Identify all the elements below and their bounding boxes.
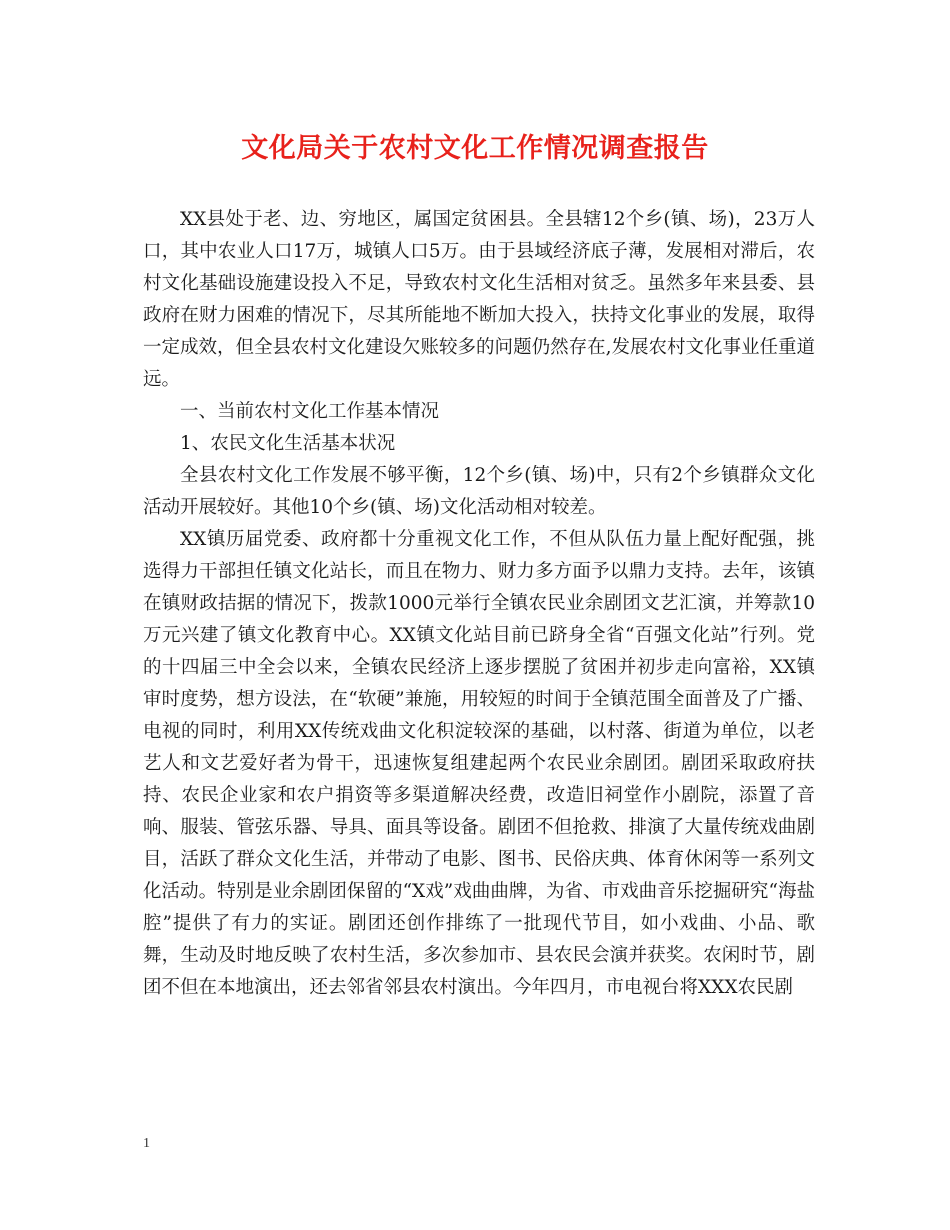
body-paragraph: 全县农村文化工作发展不够平衡，12个乡(镇、场)中，只有2个乡镇群众文化活动开展较好。其他10个乡(镇、场)文化活动相对较差。	[143, 465, 815, 518]
subsection-heading: 1、农民文化生活基本状况	[180, 433, 396, 454]
section-heading: 一、当前农村文化工作基本情况	[180, 401, 440, 422]
page-number: 1	[143, 1136, 150, 1151]
document-body	[143, 204, 815, 1004]
document-title: 文化局关于农村文化工作情况调查报告	[241, 133, 709, 164]
intro-paragraph: XX县处于老、边、穷地区，属国定贫困县。全县辖12个乡(镇、场)，23万人口，其中农业人口17万，城镇人口5万。由于县域经济底子薄，发展相对滞后，农村文化基础设施建设投入不足，导致农村文化生活相对贫乏。虽然多年来县委、县政府在财力困难的情况下，尽其所能地不断加大投入，扶持文化事业的发展，取得一定成效，但全县农村文化建设欠账较多的问题仍然存在,发展农村文化事业任重道远。	[143, 209, 815, 390]
body-paragraph: XX镇历届党委、政府都十分重视文化工作，不但从队伍力量上配好配强，挑选得力干部担任镇文化站长，而且在物力、财力多方面予以鼎力支持。去年，该镇在镇财政拮据的情况下，拨款1000元举行全镇农民业余剧团文艺汇演，并筹款10万元兴建了镇文化教育中心。XX镇文化站目前已跻身全省“百强文化站”行列。党的十四届三中全会以来，全镇农民经济上逐步摆脱了贫困并初步走向富裕，XX镇审时度势，想方设法，在“软硬”兼施，用较短的时间于全镇范围全面普及了广播、电视的同时，利用XX传统戏曲文化积淀较深的基础，以村落、街道为单位，以老艺人和文艺爱好者为骨干，迅速恢复组建起两个农民业余剧团。剧团采取政府扶持、农民企业家和农户捐资等多渠道解决经费，改造旧祠堂作小剧院，添置了音响、服装、管弦乐器、导具、面具等设备。剧团不但抢救、排演了大量传统戏曲剧目，活跃了群众文化生活，并带动了电影、图书、民俗庆典、体育休闲等一系列文化活动。特别是业余剧团保留的“X戏”戏曲曲牌，为省、市戏曲音乐挖掘研究“海盐腔”提供了有力的实证。剧团还创作排练了一批现代节目，如小戏曲、小品、歌舞，生动及时地反映了农村生活，多次参加市、县农民会演并获奖。农闲时节，剧团不但在本地演出，还去邻省邻县农村演出。今年四月，市电视台将XXX农民剧	[143, 529, 815, 998]
